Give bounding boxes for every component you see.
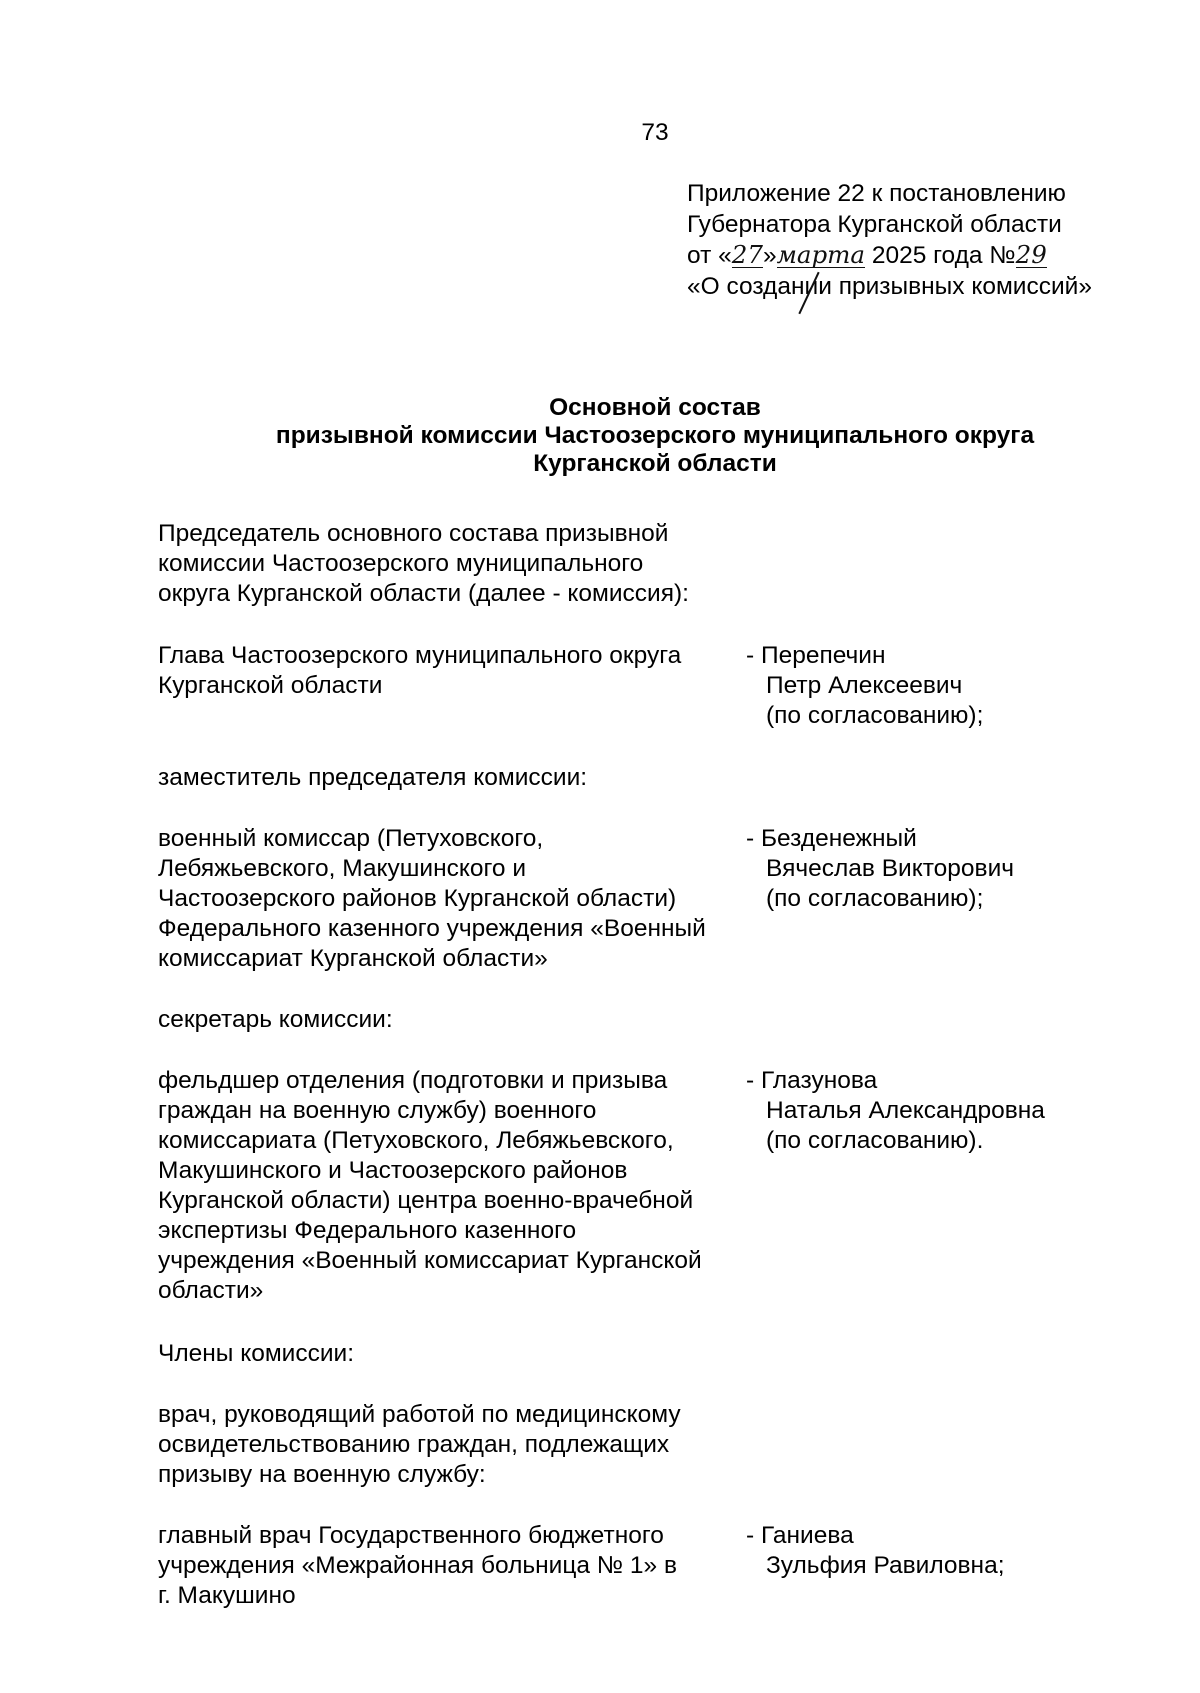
approval-year: 2025 года №	[865, 242, 1016, 269]
secretary-heading-text: секретарь комиссии:	[158, 1006, 393, 1033]
secretary-position	[158, 1066, 748, 1306]
chair-name	[746, 641, 1106, 731]
approval-line-4: «О создании призывных комиссий»	[687, 273, 1092, 300]
chair-intro	[158, 519, 748, 609]
secretary-position-line: Макушинского и Частоозерского районов	[158, 1157, 628, 1184]
chair-position	[158, 641, 748, 701]
chair-name-line: (по согласованию);	[766, 702, 984, 729]
secretary-heading	[158, 1005, 748, 1035]
doctor-heading-line: освидетельствованию граждан, подлежащих	[158, 1431, 670, 1458]
deputy-name	[746, 824, 1106, 914]
members-heading	[158, 1339, 748, 1369]
chair-position-line: Глава Частоозерского муниципального округа	[158, 642, 682, 669]
secretary-position-line: Курганской области) центра военно-врачебной	[158, 1187, 694, 1214]
title-line-1: Основной состав	[549, 394, 761, 421]
document-title	[0, 394, 1200, 478]
deputy-position-line: Лебяжьевского, Макушинского и	[158, 855, 527, 882]
secretary-name-line: Наталья Александровна	[766, 1097, 1045, 1124]
deputy-position-line: Федерального казенного учреждения «Военный	[158, 915, 706, 942]
secretary-position-line: области»	[158, 1277, 264, 1304]
secretary-position-line: комиссариата (Петуховского, Лебяжьевского,	[158, 1127, 674, 1154]
chief-doctor-name-line: - Ганиева	[746, 1522, 854, 1549]
approval-line-3	[687, 240, 1092, 271]
deputy-name-line: (по согласованию);	[766, 885, 984, 912]
title-line-3: Курганской области	[533, 450, 777, 477]
deputy-position-line: военный комиссар (Петуховского,	[158, 825, 544, 852]
secretary-position-line: экспертизы Федерального казенного	[158, 1217, 577, 1244]
chair-name-line: - Перепечин	[746, 642, 886, 669]
chief-doctor-position-line: г. Макушино	[158, 1582, 296, 1609]
approval-date-quote: »	[762, 242, 777, 269]
handwritten-month: марта	[776, 240, 866, 269]
title-line-2: призывной комиссии Частоозерского муниципального округа	[275, 422, 1035, 449]
members-heading-text: Члены комиссии:	[158, 1340, 355, 1367]
chief-doctor-position-line: главный врач Государственного бюджетного	[158, 1522, 664, 1549]
approval-line-2: Губернатора Курганской области	[687, 211, 1062, 238]
handwritten-day: 27	[731, 240, 763, 269]
deputy-name-line: - Безденежный	[746, 825, 917, 852]
deputy-position	[158, 824, 748, 974]
deputy-heading	[158, 763, 748, 793]
page-number: 73	[641, 119, 669, 146]
deputy-name-line: Вячеслав Викторович	[766, 855, 1015, 882]
doctor-heading-line: врач, руководящий работой по медицинскому	[158, 1401, 681, 1428]
approval-line-1: Приложение 22 к постановлению	[687, 180, 1066, 207]
secretary-name	[746, 1066, 1106, 1156]
chair-intro-line: округа Курганской области (далее - комиссия):	[158, 580, 689, 607]
chief-doctor-position-line: учреждения «Межрайонная больница № 1» в	[158, 1552, 677, 1579]
chair-intro-line: комиссии Частоозерского муниципального	[158, 550, 644, 577]
secretary-position-line: фельдшер отделения (подготовки и призыва	[158, 1067, 668, 1094]
secretary-position-line: граждан на военную службу) военного	[158, 1097, 597, 1124]
chair-name-line: Петр Алексеевич	[766, 672, 963, 699]
secretary-position-line: учреждения «Военный комиссариат Курганской	[158, 1247, 702, 1274]
chair-intro-line: Председатель основного состава призывной	[158, 520, 669, 547]
chair-position-line: Курганской области	[158, 672, 383, 699]
chief-doctor-name-line: Зульфия Равиловна;	[766, 1552, 1005, 1579]
secretary-name-line: - Глазунова	[746, 1067, 878, 1094]
handwritten-number: 29	[1015, 240, 1047, 269]
doctor-heading-line: призыву на военную службу:	[158, 1461, 486, 1488]
deputy-heading-text: заместитель председателя комиссии:	[158, 764, 588, 791]
deputy-position-line: Частоозерского районов Курганской области)	[158, 885, 677, 912]
approval-date-prefix: от «	[687, 242, 732, 269]
approval-block	[687, 178, 1092, 302]
doctor-heading	[158, 1400, 748, 1490]
chief-doctor-name	[746, 1521, 1106, 1581]
secretary-name-line: (по согласованию).	[766, 1127, 984, 1154]
chief-doctor-position	[158, 1521, 748, 1611]
deputy-position-line: комиссариат Курганской области»	[158, 945, 548, 972]
